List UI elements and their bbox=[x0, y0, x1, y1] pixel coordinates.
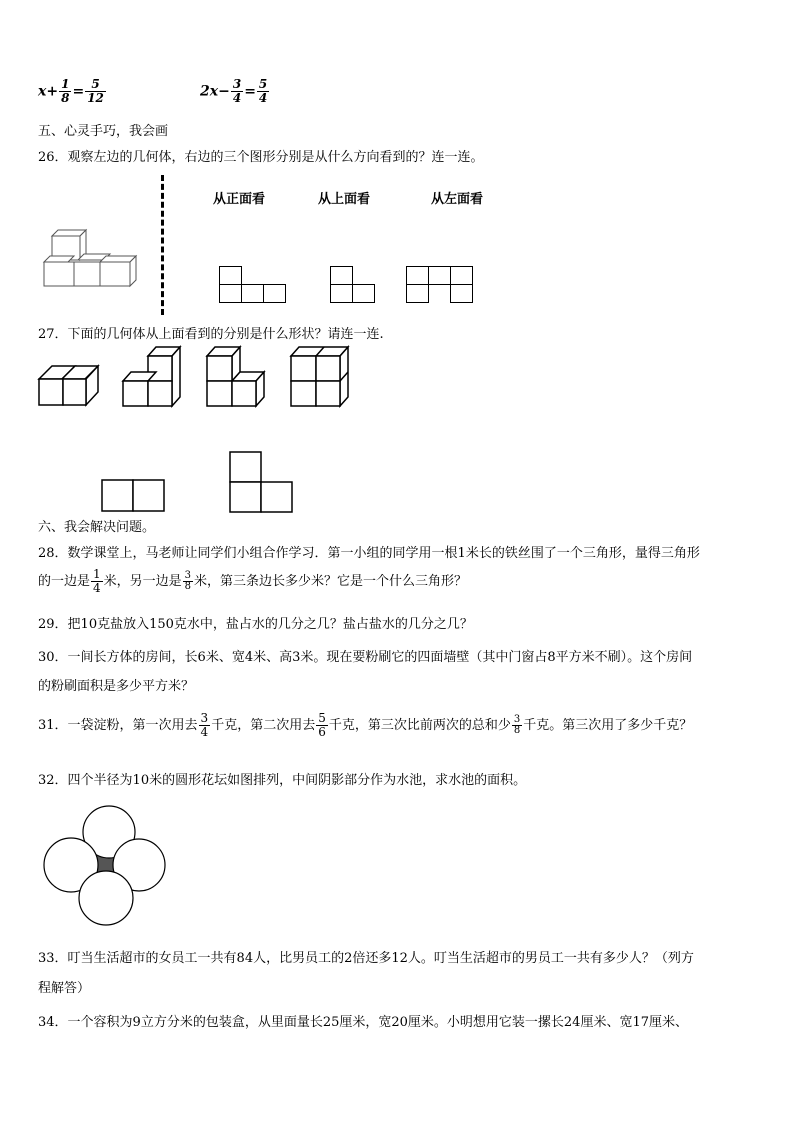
q28-fraction-2: $\frac{3}{8}$ bbox=[184, 570, 192, 592]
q31-fraction-1: $\frac{3}{4}$ bbox=[200, 711, 209, 739]
question-33-line-1: 33．叮当生活超市的女员工一共有84人，比男员工的2倍还多12人。叮当生活超市的男员工一共有多少人？（列方 bbox=[38, 951, 694, 966]
eq1-fraction-1: $\frac{1}{8}$ bbox=[61, 77, 70, 105]
question-28-line-1: 28．数学课堂上，马老师让同学们小组合作学习．第一小组的同学用一根1米长的铁丝围了一个三角形，量得三角形 bbox=[38, 546, 700, 561]
eq2-operator: − bbox=[218, 83, 230, 100]
q31-fraction-2: $\frac{5}{6}$ bbox=[318, 711, 326, 739]
view-top-grid bbox=[330, 266, 380, 306]
q27-solid-1 bbox=[38, 362, 102, 408]
view-label-left: 从左面看 bbox=[431, 192, 484, 207]
q28-fraction-1: $\frac{1}{4}$ bbox=[93, 567, 101, 595]
question-30-line-1: 30．一间长方体的房间，长6米、宽4米、高3米。现在要粉刷它的四面墙壁（其中门窗占8平方米不刷）。这个房间 bbox=[38, 650, 693, 665]
eq1-fraction-2: $\frac{5}{12}$ bbox=[87, 77, 104, 105]
question-27: 27．下面的几何体从上面看到的分别是什么形状？请连一连. bbox=[38, 327, 384, 342]
divider-dashed bbox=[161, 175, 164, 315]
equation-2 bbox=[200, 78, 270, 105]
eq1-equals: = bbox=[72, 83, 85, 100]
eq2-fraction-2: $\frac{5}{4}$ bbox=[258, 77, 268, 105]
q27-solid-3 bbox=[206, 345, 268, 409]
question-32: 32．四个半径为10米的圆形花坛如图排列，中间阴影部分作为水池，求水池的面积。 bbox=[38, 773, 527, 788]
section-6-heading: 六、我会解决问题。 bbox=[38, 520, 156, 535]
eq1-variable: x bbox=[38, 83, 47, 100]
question-26: 26．观察左边的几何体，右边的三个图形分别是从什么方向看到的？连一连。 bbox=[38, 150, 484, 165]
question-34: 34．一个容积为9立方分米的包装盒，从里面量长25厘米，宽20厘米。小明想用它装一摞长24厘米、宽17厘米、 bbox=[38, 1015, 688, 1030]
q27-view-a bbox=[101, 479, 167, 513]
view-label-top: 从上面看 bbox=[318, 192, 371, 207]
eq2-variable: 2x bbox=[200, 83, 219, 100]
equation-1 bbox=[38, 78, 107, 105]
question-33-line-2: 程解答） bbox=[38, 981, 91, 996]
q26-solid-figure bbox=[40, 228, 140, 290]
view-front-grid bbox=[219, 266, 289, 306]
q31-fraction-3: $\frac{3}{8}$ bbox=[513, 714, 521, 736]
circle-bottom bbox=[79, 871, 133, 925]
q27-view-b bbox=[229, 451, 295, 515]
view-label-front: 从正面看 bbox=[213, 192, 266, 207]
question-28-line-2: 的一边是 $\frac{1}{4}$ 米，另一边是 $\frac{3}{8}$ 米，第三条边长多少米？它是一个什么三角形？ bbox=[38, 567, 468, 595]
view-left-grid bbox=[406, 266, 476, 306]
eq1-operator: + bbox=[46, 83, 59, 100]
question-29: 29．把10克盐放入150克水中，盐占水的几分之几？盐占盐水的几分之几？ bbox=[38, 617, 473, 632]
eq2-fraction-1: $\frac{3}{4}$ bbox=[232, 77, 242, 105]
q27-solid-2 bbox=[122, 345, 184, 409]
q32-circles-figure bbox=[40, 802, 168, 928]
question-30-line-2: 的粉刷面积是多少平方米？ bbox=[38, 679, 195, 694]
question-31: 31．一袋淀粉，第一次用去 $\frac{3}{4}$ 千克，第二次用去 $\frac{5}{6}$ 千克，第三次比前两次的总和少 $\frac{3}{8}$ 千克。第三次用了多少千克？ bbox=[38, 711, 693, 739]
section-5-heading: 五、心灵手巧，我会画 bbox=[38, 124, 169, 139]
q27-solid-4 bbox=[290, 345, 352, 409]
eq2-equals: = bbox=[244, 83, 256, 100]
